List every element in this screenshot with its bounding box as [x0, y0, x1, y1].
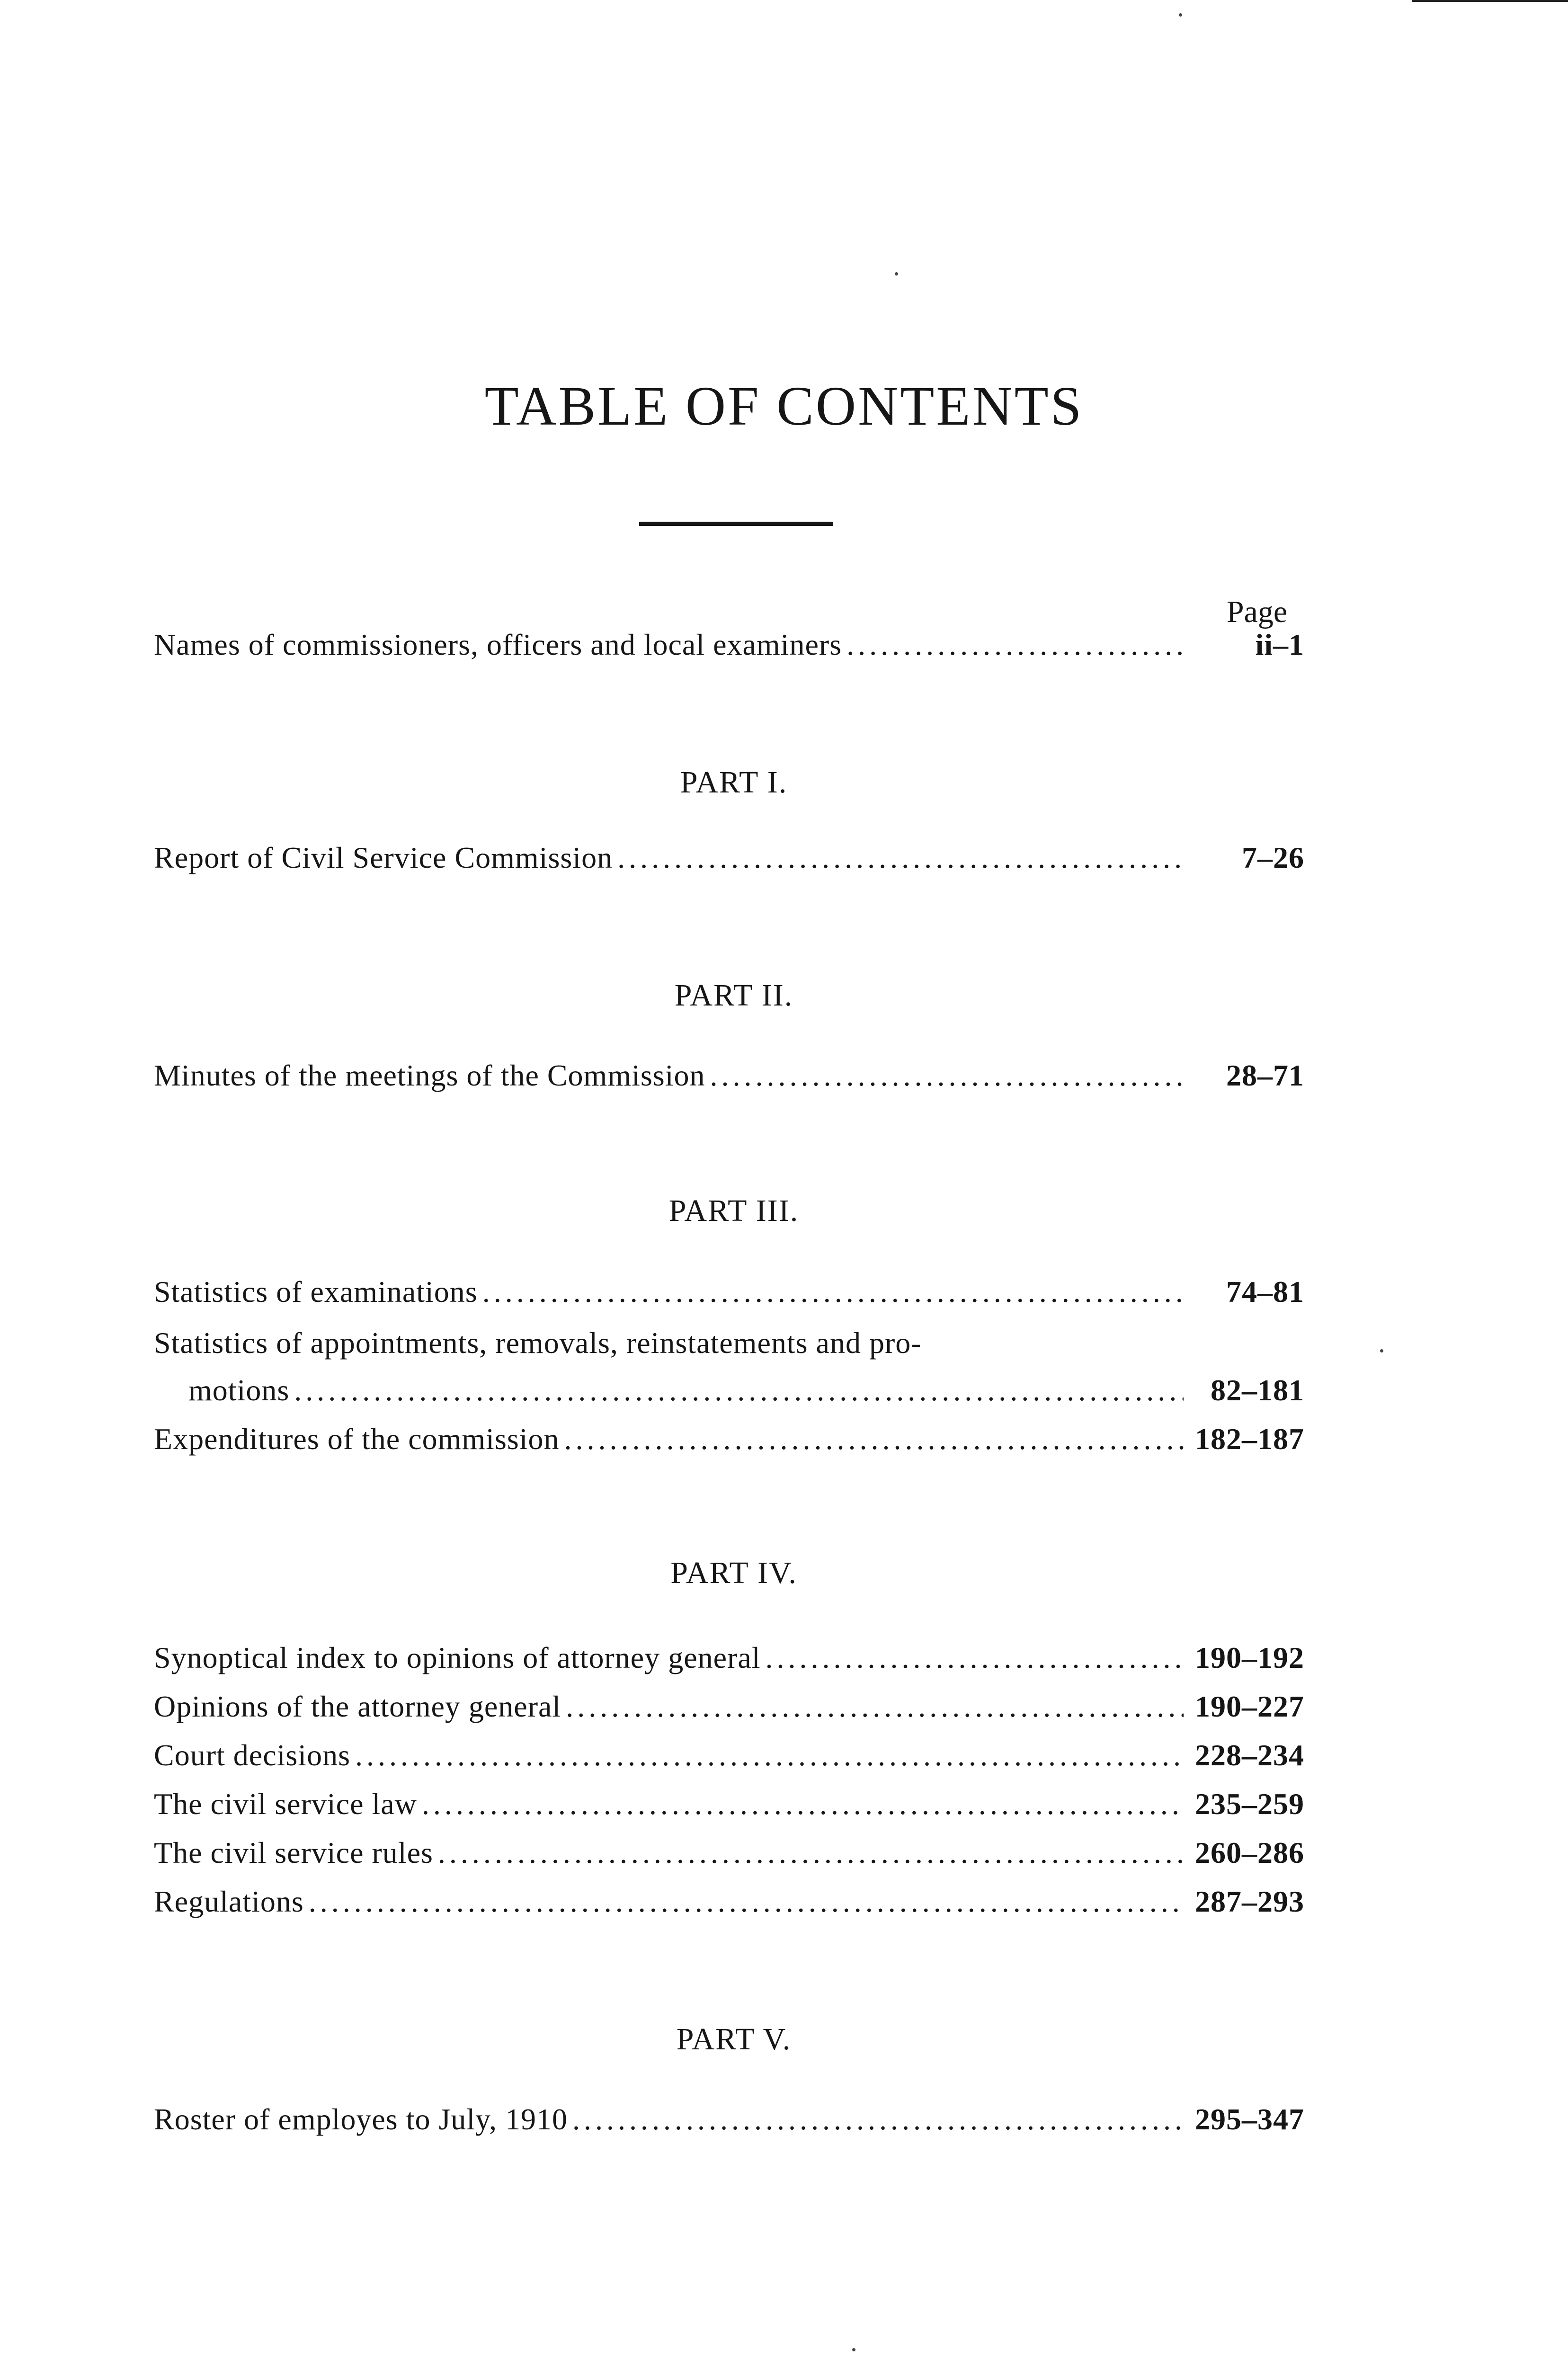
toc-entry-pages: 260–286 — [1195, 1836, 1304, 1869]
dot-leader — [617, 840, 1184, 875]
toc-entry-pages: 190–227 — [1195, 1690, 1304, 1723]
dot-leader — [482, 1274, 1184, 1309]
page-title: TABLE OF CONTENTS — [484, 375, 1084, 437]
toc-entry-pages: 7–26 — [1242, 841, 1304, 874]
part-heading-3: PART III. — [668, 1193, 799, 1228]
scan-speck — [895, 272, 898, 276]
toc-entry-pages: 182–187 — [1195, 1422, 1304, 1456]
page-column-header: Page — [1226, 595, 1288, 629]
toc-entry-statistics-appointments — [154, 1326, 1304, 1368]
part-heading-5: PART V. — [676, 2022, 792, 2056]
dot-leader — [309, 1884, 1184, 1919]
toc-entry-label: The civil service rules — [154, 1836, 433, 1869]
toc-entry-pages: 235–259 — [1195, 1787, 1304, 1821]
scan-edge-line — [1412, 0, 1568, 2]
dot-leader — [846, 627, 1184, 662]
toc-entry-label: Opinions of the attorney general — [154, 1690, 561, 1723]
toc-entry-expenditures — [154, 1422, 1304, 1464]
dot-leader — [355, 1738, 1184, 1773]
dot-leader — [566, 1689, 1184, 1724]
toc-entry-label: Court decisions — [154, 1738, 350, 1772]
dot-leader — [564, 1422, 1184, 1457]
toc-entry-label: Statistics of examinations — [154, 1275, 478, 1308]
scan-speck — [852, 2348, 855, 2351]
toc-entry-label: Synoptical index to opinions of attorney general — [154, 1641, 761, 1674]
toc-entry-synoptical-index — [154, 1640, 1304, 1683]
toc-entry-pages: 295–347 — [1195, 2102, 1304, 2136]
toc-entry-minutes — [154, 1058, 1304, 1101]
toc-entry-pages: 28–71 — [1226, 1059, 1304, 1092]
scan-speck — [1380, 1349, 1383, 1353]
dot-leader — [766, 1640, 1184, 1675]
part-heading-2: PART II. — [674, 978, 793, 1013]
toc-entry-pages: 74–81 — [1226, 1275, 1304, 1308]
toc-entry-statistics-appointments-continued — [188, 1373, 1304, 1415]
toc-entry-label: The civil service law — [154, 1787, 417, 1821]
toc-entry-pages: 190–192 — [1195, 1641, 1304, 1674]
toc-entry-court-decisions — [154, 1738, 1304, 1780]
toc-entry-report — [154, 840, 1304, 883]
toc-entry-opinions — [154, 1689, 1304, 1732]
toc-entry-pages: ii–1 — [1255, 628, 1304, 661]
part-heading-4: PART IV. — [670, 1556, 797, 1590]
toc-entry-statistics-examinations — [154, 1274, 1304, 1317]
toc-entry-civil-service-law — [154, 1787, 1304, 1829]
dot-leader — [294, 1373, 1184, 1408]
dot-leader — [438, 1835, 1184, 1870]
dot-leader — [710, 1058, 1184, 1093]
toc-entry-label: Minutes of the meetings of the Commission — [154, 1059, 705, 1092]
toc-entry-label-continued: motions — [188, 1373, 290, 1407]
toc-entry-label: Report of Civil Service Commission — [154, 841, 613, 874]
toc-entry-label: Regulations — [154, 1885, 304, 1918]
toc-entry-label: Expenditures of the commission — [154, 1422, 560, 1456]
toc-entry-regulations — [154, 1884, 1304, 1927]
dot-leader — [422, 1787, 1184, 1822]
toc-entry-label: Names of commissioners, officers and local examiners — [154, 628, 842, 661]
scan-speck — [1179, 13, 1182, 17]
toc-entry-names-of-commissioners — [154, 627, 1304, 670]
toc-entry-pages: 82–181 — [1211, 1373, 1304, 1407]
toc-entry-label: Statistics of appointments, removals, reinstatements and pro- — [154, 1326, 922, 1360]
toc-entry-pages: 287–293 — [1195, 1885, 1304, 1918]
toc-entry-roster — [154, 2102, 1304, 2145]
title-rule — [639, 522, 833, 526]
toc-entry-pages: 228–234 — [1195, 1738, 1304, 1772]
part-heading-1: PART I. — [680, 765, 788, 800]
toc-entry-label: Roster of employes to July, 1910 — [154, 2102, 568, 2136]
toc-entry-civil-service-rules — [154, 1835, 1304, 1878]
dot-leader — [572, 2102, 1184, 2137]
